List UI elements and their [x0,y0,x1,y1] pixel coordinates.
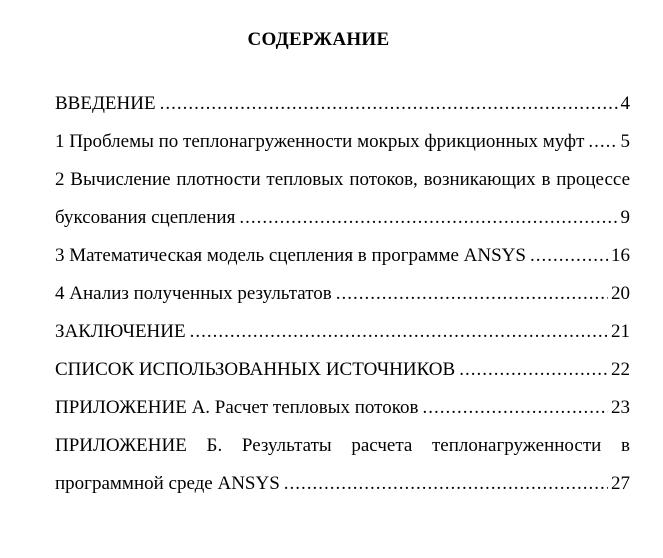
toc-entry [55,427,630,503]
toc-list [55,85,630,503]
toc-entry-text: ВВЕДЕНИЕ [55,93,156,114]
dot-leader [530,237,608,275]
dot-leader [422,389,608,427]
toc-entry [55,389,630,427]
page-number: 4 [620,93,630,114]
toc-entry [55,161,630,237]
toc-entry-line [55,275,630,313]
toc-entry-line [55,351,630,389]
dot-leader [336,275,608,313]
toc-entry-text-wrapped: 2 Вычисление плотности тепловых потоков, возникающих в процессе [55,169,630,190]
toc-entry-text: ПРИЛОЖЕНИЕ А. Расчет тепловых потоков [55,397,419,418]
toc-entry-line [55,199,630,237]
toc-entry-text-wrapped: ПРИЛОЖЕНИЕ Б. Результаты расчета теплонагруженности в [55,435,630,456]
toc-entry-line [55,313,630,351]
toc-entry-text: ЗАКЛЮЧЕНИЕ [55,321,186,342]
page-number: 27 [611,473,630,494]
toc-entry [55,351,630,389]
dot-leader [190,313,608,351]
page-number: 20 [611,283,630,304]
toc-entry-line [55,389,630,427]
page-number: 22 [611,359,630,380]
toc-entry [55,85,630,123]
page-number: 21 [611,321,630,342]
toc-entry [55,275,630,313]
dot-leader [459,351,608,389]
page-number: 23 [611,397,630,418]
dot-leader [284,465,608,503]
dot-leader [588,123,617,161]
page-number: 16 [611,245,630,266]
toc-entry-text: программной среде ANSYS [55,473,280,494]
toc-entry [55,237,630,275]
toc-entry-line [55,85,630,123]
dot-leader [160,85,618,123]
page-number: 5 [620,131,630,152]
toc-entry-text: 4 Анализ полученных результатов [55,283,332,304]
toc-entry-line [55,123,630,161]
toc-entry-text: 1 Проблемы по теплонагруженности мокрых фрикционных муфт [55,131,585,152]
toc-entry [55,313,630,351]
toc-entry-line [55,237,630,275]
page-title: СОДЕРЖАНИЕ [247,29,390,50]
toc-entry [55,123,630,161]
page-number: 9 [620,207,630,228]
toc-entry-text: 3 Математическая модель сцепления в программе ANSYS [55,245,526,266]
toc-entry-line [55,465,630,503]
toc-entry-text: буксования сцепления [55,207,236,228]
toc-entry-text: СПИСОК ИСПОЛЬЗОВАННЫХ ИСТОЧНИКОВ [55,359,456,380]
dot-leader [239,199,617,237]
